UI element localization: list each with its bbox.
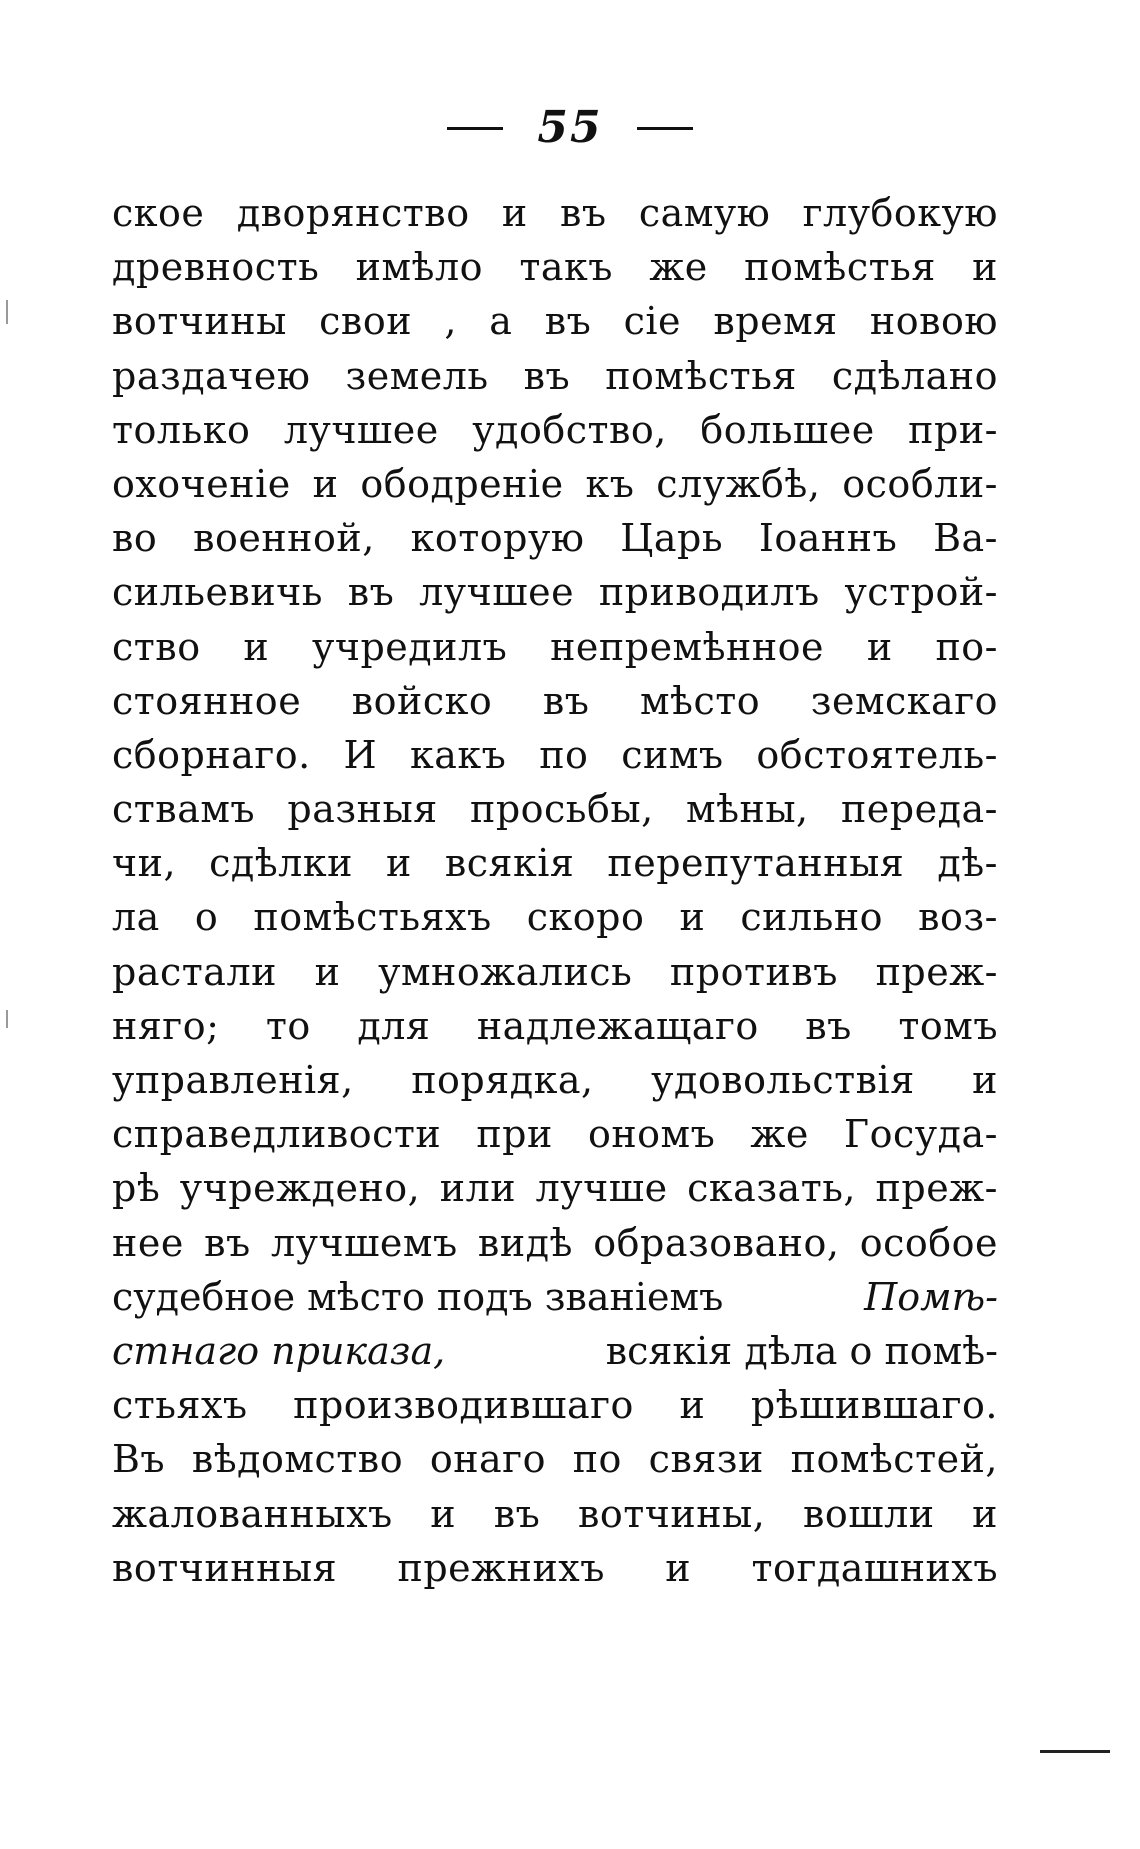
italic-term: стнаго приказа,: [112, 1328, 446, 1373]
italic-term: Помѣ-: [864, 1274, 998, 1319]
text-line: раздачею земель въ помѣстья сдѣлано: [112, 353, 998, 398]
text-line: охоченіе и ободреніе къ службѣ, особли-: [112, 461, 998, 506]
text-line: стоянное войско въ мѣсто земскаго: [112, 678, 998, 723]
text-line: нее въ лучшемъ видѣ образовано, особое: [112, 1220, 998, 1265]
text-line: стьяхъ производившаго и рѣшившаго.: [112, 1383, 998, 1428]
text-line: ла о помѣстьяхъ скоро и сильно воз-: [112, 895, 998, 940]
text-segment: судебное мѣсто подъ званіемъ: [112, 1274, 724, 1319]
page-header: [0, 98, 1140, 158]
header-dash-left: [447, 127, 503, 130]
text-line: Въ вѣдомство онаго по связи помѣстей,: [112, 1437, 998, 1482]
text-line: ствамъ разныя просьбы, мѣны, переда-: [112, 787, 998, 832]
text-line: жалованныхъ и въ вотчины, вошли и: [112, 1491, 998, 1536]
header-dash-right: [637, 127, 693, 130]
text-line: чи, сдѣлки и всякія перепутанныя дѣ-: [112, 841, 998, 886]
text-segment: всякія дѣла о помѣ-: [605, 1328, 998, 1373]
text-line: ство и учредилъ непремѣнное и по-: [112, 624, 998, 669]
text-line: только лучшее удобство, большее при-: [112, 407, 998, 452]
text-line: вотчинныя прежнихъ и тогдашнихъ: [112, 1545, 998, 1590]
text-line: рѣ учреждено, или лучше сказать, преж-: [112, 1166, 998, 1211]
text-line: во военной, которую Царь Іоаннъ Ва-: [112, 516, 998, 561]
page-number: 55: [537, 102, 603, 153]
text-line: [112, 1270, 998, 1324]
scan-edge-mark: [1040, 1750, 1110, 1753]
text-line: ское дворянство и въ самую глубокую: [112, 191, 998, 235]
text-line: растали и умножались противъ преж-: [112, 949, 998, 994]
text-line: сборнаго. И какъ по симъ обстоятель-: [112, 732, 998, 777]
scan-margin-mark: [6, 300, 8, 324]
text-line: справедливости при ономъ же Госуда-: [112, 1112, 998, 1157]
scan-margin-mark: [6, 1010, 8, 1028]
text-line: няго; то для надлежащаго въ томъ: [112, 1003, 998, 1048]
text-line: [112, 1324, 998, 1378]
text-line: управленія, порядка, удовольствія и: [112, 1058, 998, 1102]
text-line: сильевичь въ лучшее приводилъ устрой-: [112, 570, 998, 615]
text-line: древность имѣло такъ же помѣстья и: [112, 245, 998, 290]
text-line: вотчины свои , а въ сіе время новою: [112, 299, 998, 344]
body-text: [112, 186, 998, 1595]
